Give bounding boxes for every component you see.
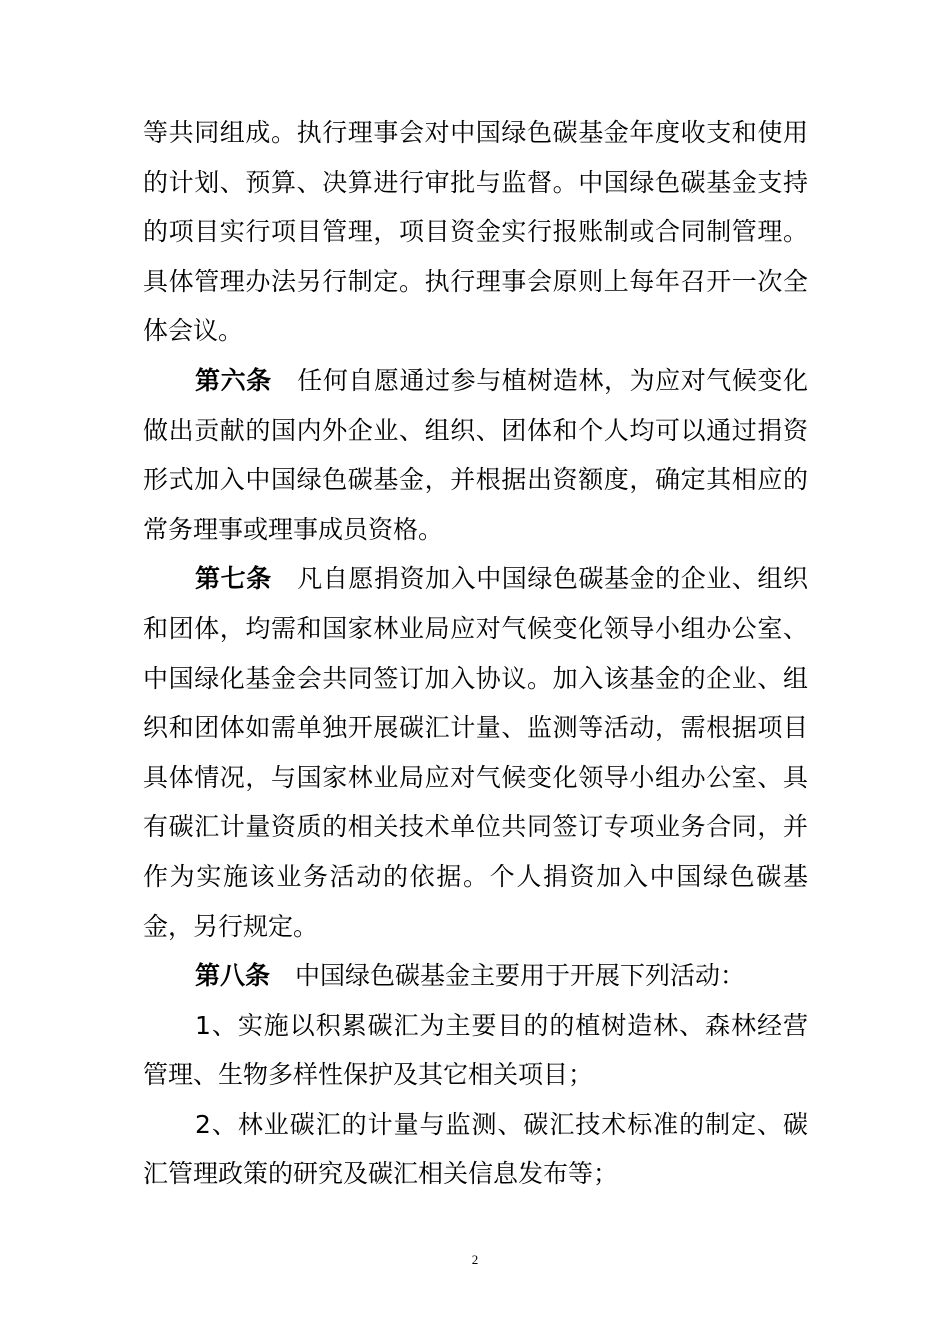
document-body bbox=[143, 108, 808, 1199]
paragraph-text: 2、林业碳汇的计量与监测、碳汇技术标准的制定、碳汇管理政策的研究及碳汇相关信息发布等； bbox=[143, 1109, 808, 1189]
paragraph-continuation bbox=[143, 108, 808, 356]
paragraph-article-8 bbox=[143, 951, 808, 1001]
article-heading: 第八条 bbox=[195, 961, 271, 991]
paragraph-text: 中国绿色碳基金主要用于开展下列活动： bbox=[295, 961, 746, 991]
list-item-2 bbox=[143, 1100, 808, 1199]
page-number: 2 bbox=[471, 1252, 479, 1267]
paragraph-text: 任何自愿通过参与植树造林，为应对气候变化做出贡献的国内外企业、组织、团体和个人均可以通过捐资形式加入中国绿色碳基金，并根据出资额度，确定其相应的常务理事或理事成员资格。 bbox=[143, 365, 808, 544]
paragraph-article-7 bbox=[143, 554, 808, 951]
paragraph-article-6 bbox=[143, 356, 808, 554]
paragraph-text: 凡自愿捐资加入中国绿色碳基金的企业、组织和团体，均需和国家林业局应对气候变化领导小组办公室、中国绿化基金会共同签订加入协议。加入该基金的企业、组织和团体如需单独开展碳汇计量、监测等活动，需根据项目具体情况，与国家林业局应对气候变化领导小组办公室、具有碳汇计量资质的相关技术单位共同签订专项业务合同，并作为实施该业务活动的依据。个人捐资加入中国绿色碳基金，另行规定。 bbox=[143, 564, 808, 941]
list-item-1 bbox=[143, 1001, 808, 1100]
paragraph-text: 1、实施以积累碳汇为主要目的的植树造林、森林经营管理、生物多样性保护及其它相关项目； bbox=[143, 1010, 808, 1090]
paragraph-text: 等共同组成。执行理事会对中国绿色碳基金年度收支和使用的计划、预算、决算进行审批与监督。中国绿色碳基金支持的项目实行项目管理，项目资金实行报账制或合同制管理。具体管理办法另行制定。执行理事会原则上每年召开一次全体会议。 bbox=[143, 118, 808, 346]
article-heading: 第七条 bbox=[195, 564, 272, 594]
article-heading: 第六条 bbox=[195, 365, 272, 395]
